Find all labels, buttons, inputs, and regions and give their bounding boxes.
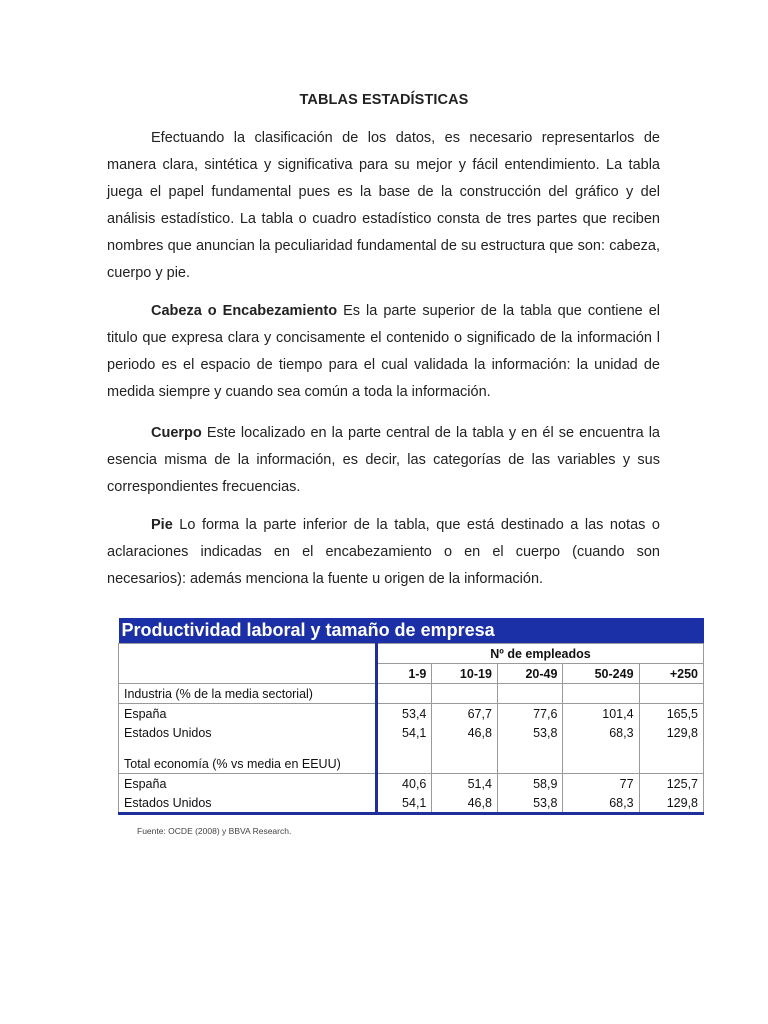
- table-cell: 165,5: [639, 704, 703, 724]
- section-pie-term: Pie: [151, 517, 173, 533]
- table-title-row: [119, 618, 704, 644]
- section-cuerpo-text: Este localizado en la parte central de la tabla y en él se encuentra la esencia misma de la información, es decir, las categorías de las variables y sus correspondientes frecuencias.: [107, 425, 660, 495]
- table-cell: 67,7: [432, 704, 498, 724]
- row-label: Estados Unidos: [119, 723, 377, 742]
- table-cell: 77: [563, 774, 639, 794]
- intro-paragraph: Efectuando la clasificación de los datos, es necesario representarlos de manera clara, sintética y significativa para su mejor y fácil entendimiento. La tabla juega el papel fundamental pues es la base de la construcción del gráfico y del análisis estadístico. La tabla o cuadro estadístico consta de tres partes que reciben nombres que anuncian la peculiaridad fundamental de su estructura que son: cabeza, cuerpo y pie.: [107, 130, 660, 281]
- column-header: 20-49: [497, 664, 563, 684]
- table-group-header: Nº de empleados: [377, 644, 704, 664]
- table-cell: 129,8: [639, 723, 703, 742]
- table-cell: 77,6: [497, 704, 563, 724]
- table-cell: 53,8: [497, 793, 563, 814]
- row-label: Estados Unidos: [119, 793, 377, 814]
- table-spacer-row: [119, 742, 704, 754]
- table-cell: 101,4: [563, 704, 639, 724]
- table-cell: 68,3: [563, 723, 639, 742]
- section-cabeza-term: Cabeza o Encabezamiento: [151, 303, 338, 319]
- table-cell: 58,9: [497, 774, 563, 794]
- table-row: [119, 793, 704, 814]
- column-header: 10-19: [432, 664, 498, 684]
- table-cell: 40,6: [377, 774, 432, 794]
- table-corner-cell: [119, 644, 377, 664]
- document-title: TABLAS ESTADÍSTICAS: [299, 92, 469, 108]
- table-cell: 51,4: [432, 774, 498, 794]
- row-label: España: [119, 704, 377, 724]
- section-pie-text: Lo forma la parte inferior de la tabla, que está destinado a las notas o aclaraciones indicadas en el encabezamiento o en el cuerpo (cuando son necesarios): además menciona la fuente u origen de la información.: [107, 517, 660, 587]
- column-header: 50-249: [563, 664, 639, 684]
- table-source-note: Fuente: OCDE (2008) y BBVA Research.: [137, 826, 292, 836]
- section-cuerpo-term: Cuerpo: [151, 425, 202, 441]
- table-section-header-row: [119, 684, 704, 704]
- table-cell: 53,8: [497, 723, 563, 742]
- section-cabeza-paragraph: [107, 298, 660, 406]
- table-section-header-row: [119, 754, 704, 774]
- table-cell: 68,3: [563, 793, 639, 814]
- table-cell: 53,4: [377, 704, 432, 724]
- productivity-table: [118, 618, 704, 815]
- section-cabeza-text: Es la parte superior de la tabla que contiene el titulo que expresa clara y concisamente el contenido o significado de la información l periodo es el espacio de tiempo para el cual validada la información: la unidad de medida siempre y cuando sea común a toda la información.: [107, 303, 660, 400]
- table-row: [119, 774, 704, 794]
- section-pie-paragraph: [107, 512, 660, 593]
- section-label: Industria (% de la media sectorial): [119, 684, 377, 704]
- table-row: [119, 723, 704, 742]
- table-group-header-row: [119, 644, 704, 664]
- table-cell: 46,8: [432, 723, 498, 742]
- section-cuerpo-paragraph: [107, 420, 660, 501]
- table-cell: 129,8: [639, 793, 703, 814]
- row-label: España: [119, 774, 377, 794]
- table-cell: 46,8: [432, 793, 498, 814]
- table-row: [119, 704, 704, 724]
- column-header: +250: [639, 664, 703, 684]
- table-cell: 54,1: [377, 793, 432, 814]
- column-header: 1-9: [377, 664, 432, 684]
- table-cell: 54,1: [377, 723, 432, 742]
- table-cell: 125,7: [639, 774, 703, 794]
- table-column-header-row: [119, 664, 704, 684]
- table-corner-cell: [119, 664, 377, 684]
- section-label: Total economía (% vs media en EEUU): [119, 754, 377, 774]
- table-title: Productividad laboral y tamaño de empresa: [119, 618, 704, 644]
